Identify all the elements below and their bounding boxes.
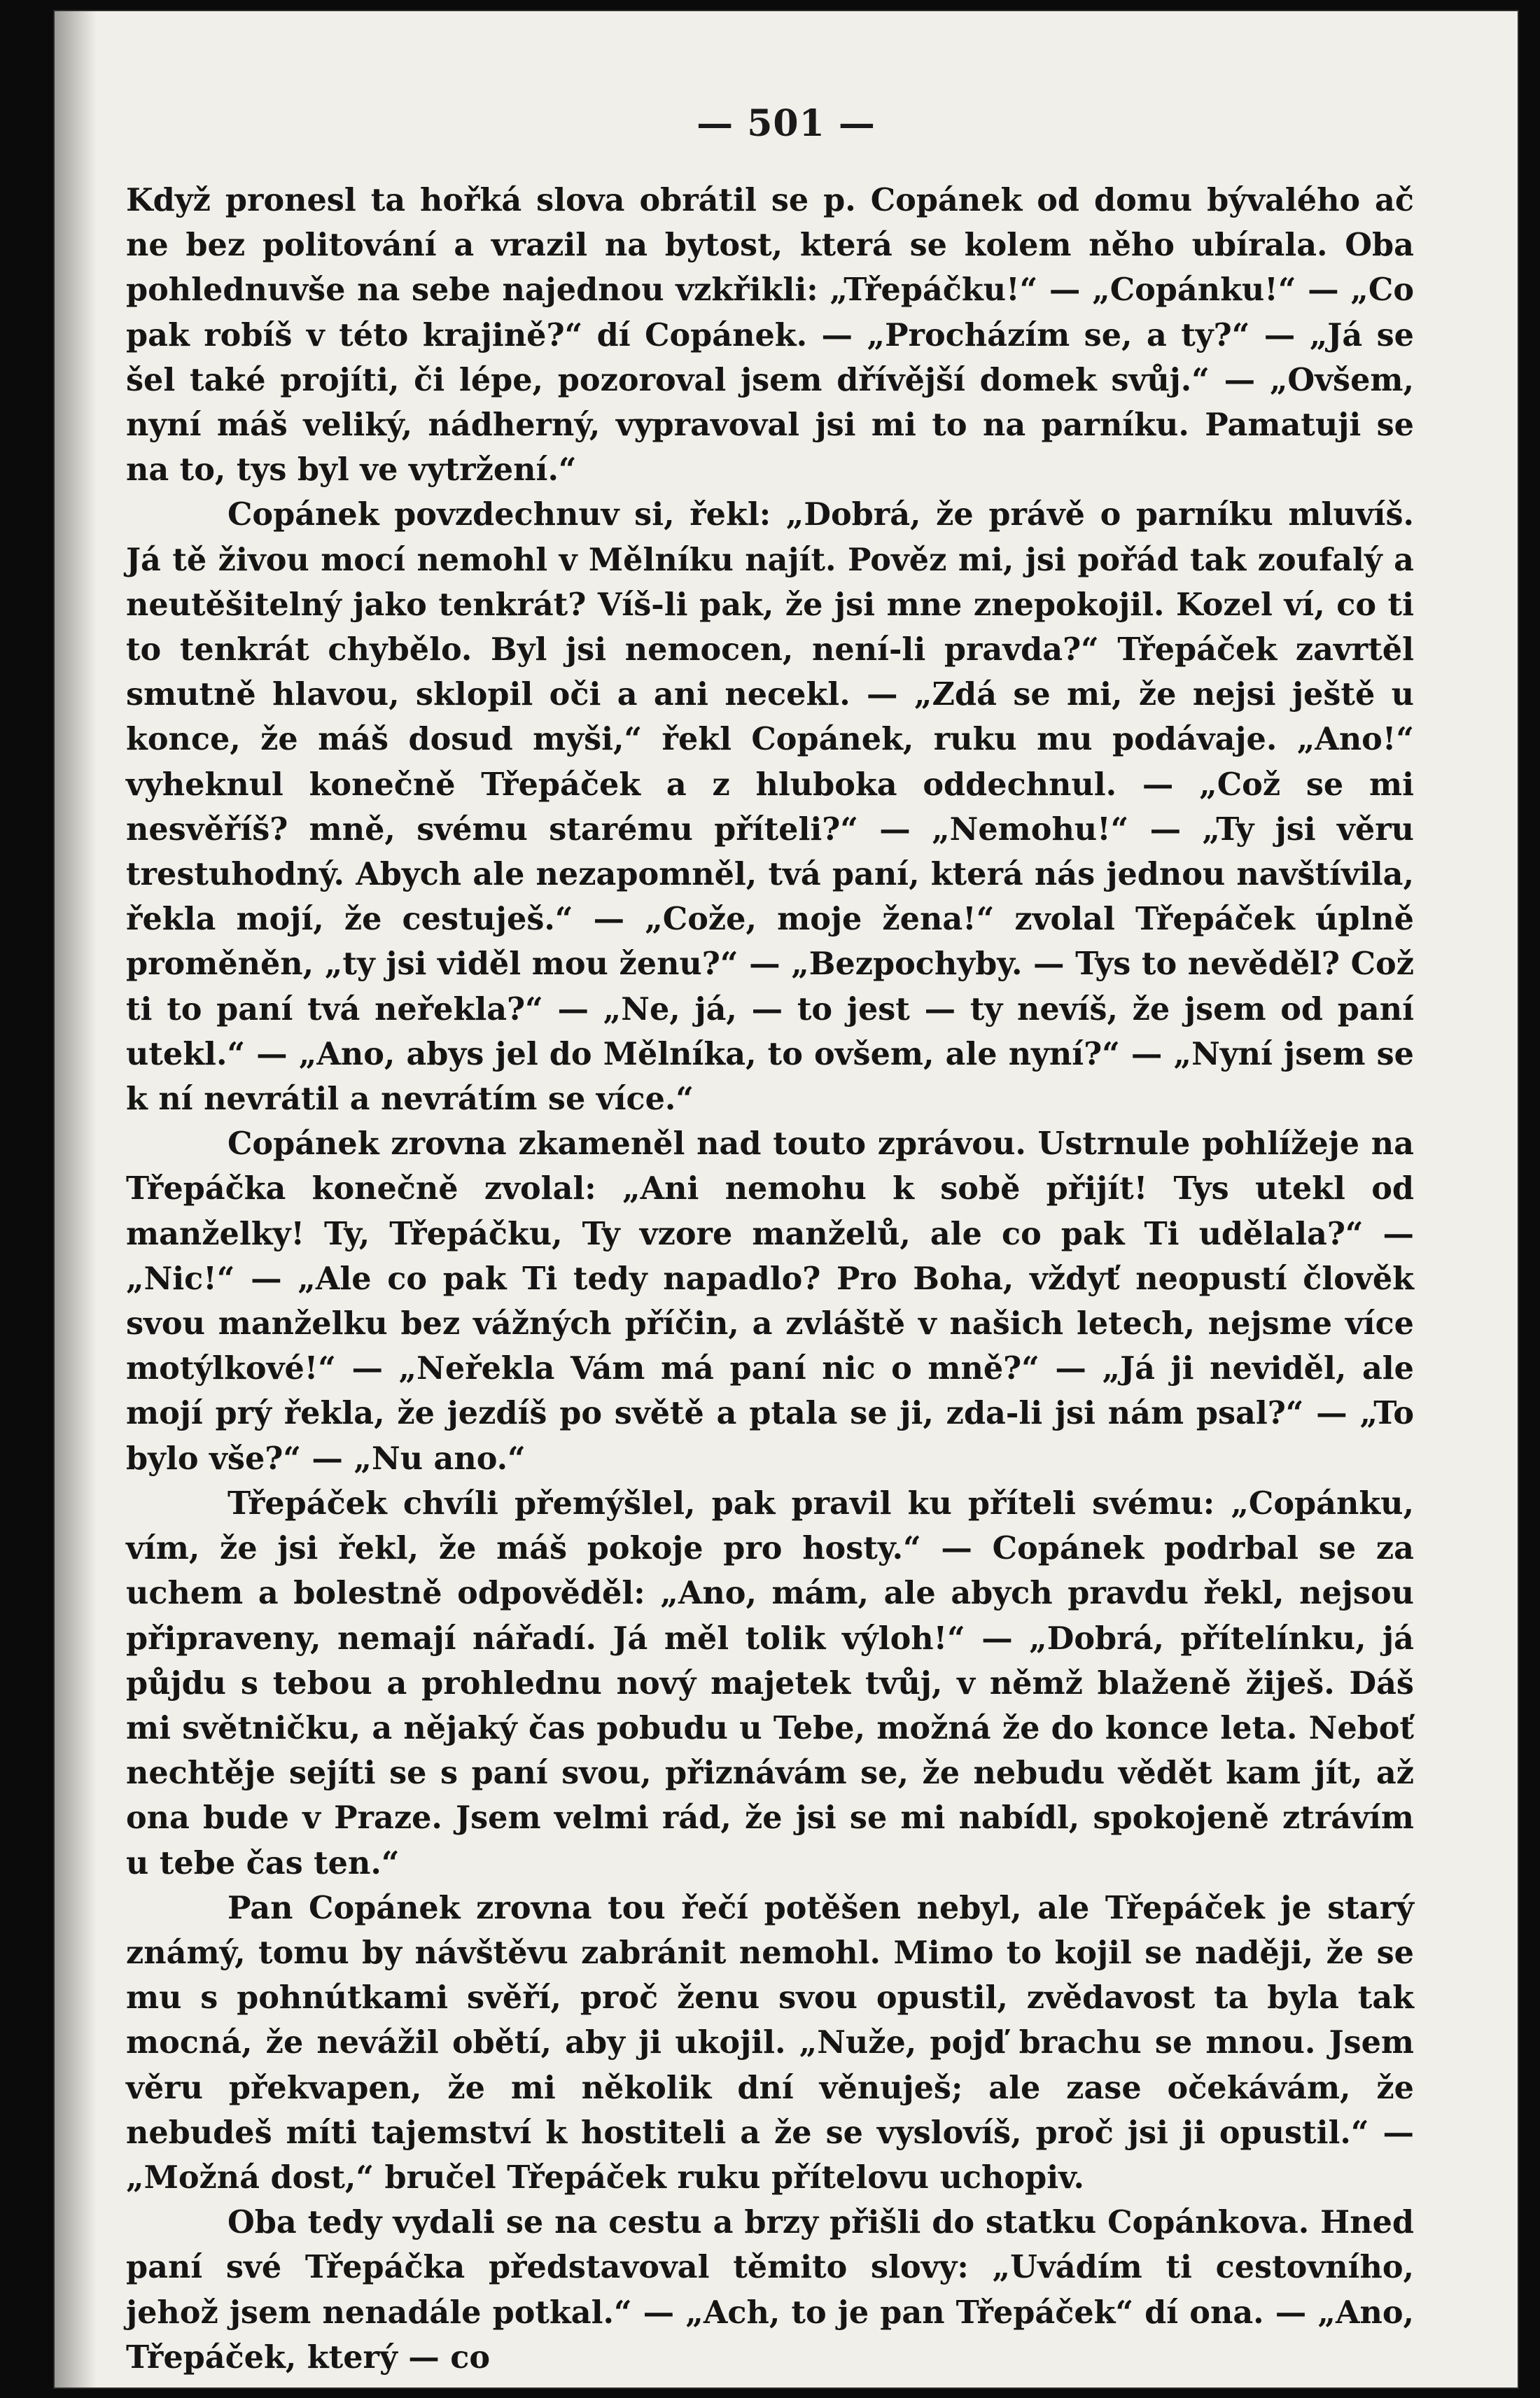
- page-number: — 501 —: [696, 102, 876, 145]
- body-text: [126, 178, 1414, 2380]
- paragraph: Copánek povzdechnuv si, řekl: „Dobrá, že právě o parníku mluvíš. Já tě živou mocí nemohl v Mělníku najít. Pověz mi, jsi pořád tak zoufalý a neutěšitelný jako tenkrát? Víš-li pak, že jsi mne znepokojil. Kozel ví, co ti to tenkrát chybělo. Byl jsi nemocen, není-li pravda?“ Třepáček zavrtěl smutně hlavou, sklopil oči a ani necekl. — „Zdá se mi, že nejsi ještě u konce, že máš dosud myši,“ řekl Copánek, ruku mu podávaje. „Ano!“ vyheknul konečně Třepáček a z hluboka oddechnul. — „Což se mi nesvěříš? mně, svému starému příteli?“ — „Nemohu!“ — „Ty jsi věru trestuhodný. Abych ale nezapomněl, tvá paní, která nás jednou navštívila, řekla mojí, že cestuješ.“ — „Cože, moje žena!“ zvolal Třepáček úplně proměněn, „ty jsi viděl mou ženu?“ — „Bezpochyby. — Tys to nevěděl? Což ti to paní tvá neřekla?“ — „Ne, já, — to jest — ty nevíš, že jsem od paní utekl.“ — „Ano, abys jel do Mělníka, to ovšem, ale nyní?“ — „Nyní jsem se k ní nevrátil a nevrátím se více.“: [126, 496, 1414, 1118]
- paragraph: Třepáček chvíli přemýšlel, pak pravil ku příteli svému: „Copánku, vím, že jsi řekl, že máš pokoje pro hosty.“ — Copánek podrbal se za uchem a bolestně odpověděl: „Ano, mám, ale abych pravdu řekl, nejsou připraveny, nemají nářadí. Já měl tolik výloh!“ — „Dobrá, přítelínku, já půjdu s tebou a prohlednu nový majetek tvůj, v němž blaženě žiješ. Dáš mi světničku, a nějaký čas pobudu u Tebe, možná že do konce leta. Neboť nechtěje sejíti se s paní svou, přiznávám se, že nebudu vědět kam jít, až ona bude v Praze. Jsem velmi rád, že jsi se mi nabídl, spokojeně ztrávím u tebe čas ten.“: [126, 1485, 1414, 1881]
- paragraph: Když pronesl ta hořká slova obrátil se p. Copánek od domu bývalého ač ne bez politování a vrazil na bytost, která se kolem něho ubírala. Oba pohlednuvše na sebe najednou vzkřikli: „Třepáčku!“ — „Copánku!“ — „Co pak robíš v této krajině?“ dí Copánek. — „Procházím se, a ty?“ — „Já se šel také projíti, či lépe, pozoroval jsem dřívější domek svůj.“ — „Ovšem, nyní máš veliký, nádherný, vypravoval jsi mi to na parníku. Pamatuji se na to, tys byl ve vytržení.“: [126, 182, 1414, 489]
- paragraph: Copánek zrovna zkameněl nad touto zprávou. Ustrnule pohlížeje na Třepáčka konečně zvolal: „Ani nemohu k sobě přijít! Tys utekl od manželky! Ty, Třepáčku, Ty vzore manželů, ale co pak Ti udělala?“ — „Nic!“ — „Ale co pak Ti tedy napadlo? Pro Boha, vždyť neopustí člověk svou manželku bez vážných příčin, a zvláště v našich letech, nejsme více motýlkové!“ — „Neřekla Vám má paní nic o mně?“ — „Já ji neviděl, ale mojí prý řekla, že jezdíš po světě a ptala se ji, zda-li jsi nám psal?“ — „To bylo vše?“ — „Nu ano.“: [126, 1126, 1414, 1477]
- paragraph: Pan Copánek zrovna tou řečí potěšen nebyl, ale Třepáček je starý známý, tomu by návštěvu zabránit nemohl. Mimo to kojil se naději, že se mu s pohnútkami svěří, proč ženu svou opustil, zvědavost ta byla tak mocná, že nevážil obětí, aby ji ukojil. „Nuže, pojď brachu se mnou. Jsem věru překvapen, že mi několik dní věnuješ; ale zase očekávám, že nebudeš míti tajemství k hostiteli a že se vyslovíš, proč jsi ji opustil.“ — „Možná dost,“ bručel Třepáček ruku přítelovu uchopiv.: [126, 1889, 1414, 2196]
- paragraph: Oba tedy vydali se na cestu a brzy přišli do statku Copánkova. Hned paní své Třepáčka představoval těmito slovy: „Uvádím ti cestovního, jehož jsem nenadále potkal.“ — „Ach, to je pan Třepáček“ dí ona. — „Ano, Třepáček, který — co: [126, 2204, 1414, 2376]
- book-page: [55, 11, 1518, 2388]
